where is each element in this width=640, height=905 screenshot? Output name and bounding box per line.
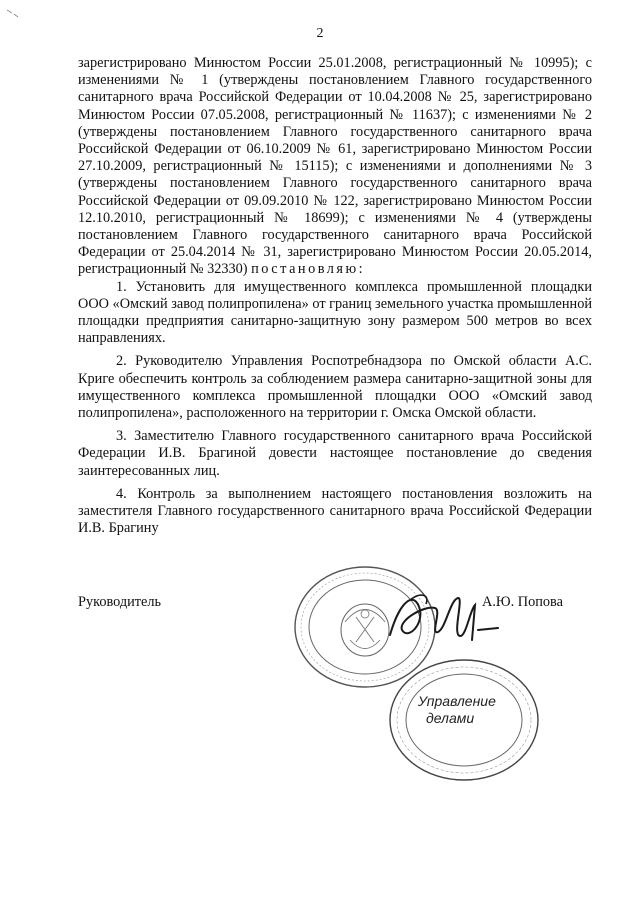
decree-word: постановляю:	[251, 261, 366, 278]
document-body	[78, 55, 592, 537]
item-3: 3. Заместителю Главного государственного санитарного врача Российской Федерации И.В. Брагиной довести настоящее постановление до сведения заинтересованных лиц.	[78, 428, 592, 479]
scan-mark-icon	[6, 8, 20, 18]
signature-icon	[380, 580, 500, 660]
signatory-title: Руководитель	[78, 594, 162, 610]
intro-text: зарегистрировано Минюстом России 25.01.2008, регистрационный № 10995); с изменениями № 1 (утверждены постановлением Главного государственного санитарного врача Российской Федерации от 10.04.2008 № 25, зарегистрировано Минюстом России 07.05.2008, регистрационный № 11637); с изменениями № 2 (утверждены постановлением Главного государственного санитарного врача Российской Федерации от 06.10.2009 № 61, зарегистрировано Минюстом России 27.10.2009, регистрационный № 15115); с изменениями и дополнениями № 3 (утверждены постановлением Главного государственного санитарного врача Российской Федерации от 09.09.2010 № 122, зарегистрировано Минюстом России 12.10.2010, регистрационный № 18699); с изменениями № 4 (утверждены постановлением Главного государственного санитарного врача Российской Федерации от 25.04.2014 № 31, зарегистрировано Минюстом России 20.05.2014, регистрационный № 32330)	[78, 55, 592, 278]
signatory-name: А.Ю. Попова	[482, 594, 563, 610]
stamp-line-1: Управление	[418, 693, 496, 709]
stamp-line-2: делами	[426, 710, 475, 726]
item-1: 1. Установить для имущественного комплекса промышленной площадки ООО «Омский завод полипропилена» от границ земельного участка промышленной площадки предприятия санитарно-защитную зону размером 500 метров во всех направлениях.	[78, 278, 592, 347]
item-2: 2. Руководителю Управления Роспотребнадзора по Омской области А.С. Криге обеспечить контроль за соблюдением размера санитарно-защитной зоны для имущественного комплекса промышленной площадки ООО «Омский завод полипропилена», расположенного на территории г. Омска Омской области.	[78, 353, 592, 422]
item-4: 4. Контроль за выполнением настоящего постановления возложить на заместителя Главного государственного санитарного врача Российской Федерации И.В. Брагину	[78, 485, 592, 537]
stamp-label	[418, 693, 496, 727]
body-paragraph-intro	[78, 55, 592, 279]
page-number: 2	[316, 26, 324, 41]
